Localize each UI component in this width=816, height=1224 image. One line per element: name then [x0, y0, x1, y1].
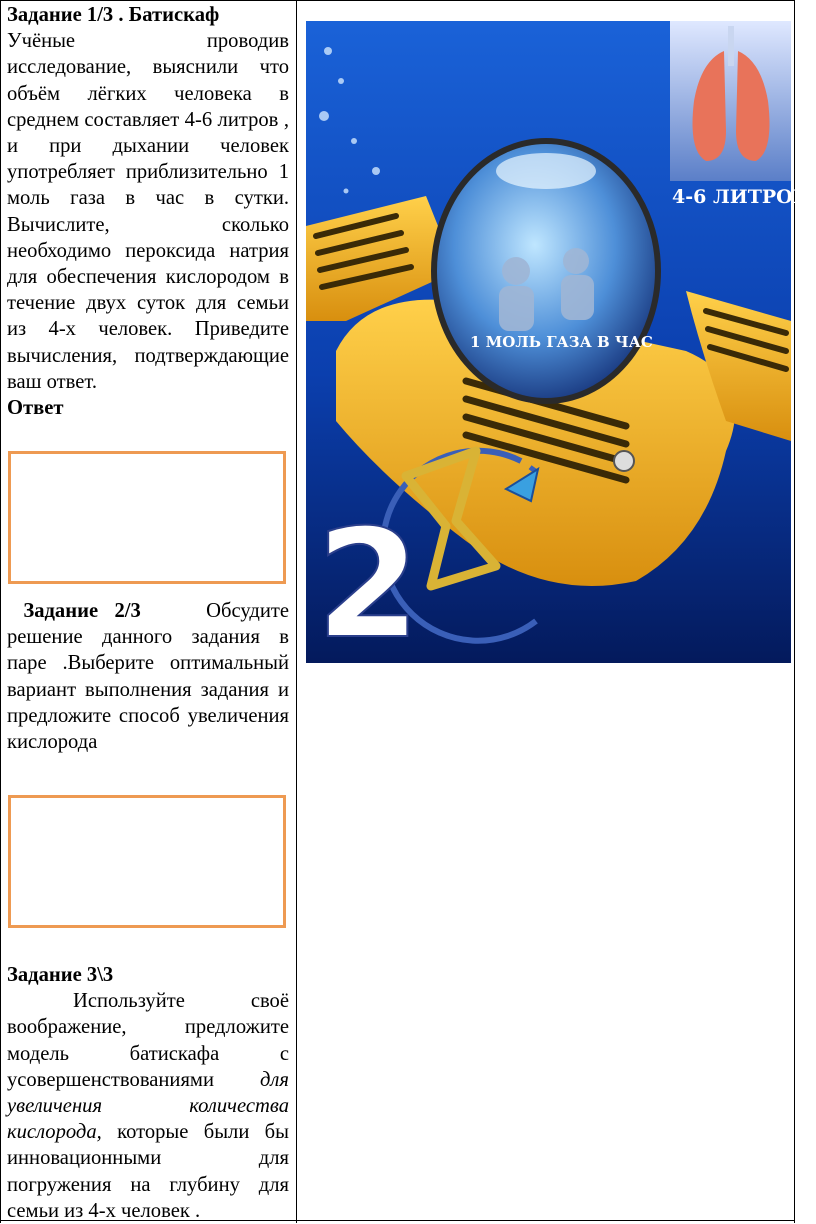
lungs-inset [670, 21, 791, 181]
task3-tail: которые были бы инновационными для погружения на глубину для семьи из 4-х человек . [7, 1121, 289, 1222]
task1-block [7, 2, 289, 421]
table-column-divider [296, 0, 297, 1223]
table-border-right [794, 0, 795, 1223]
big-number: 2 [316, 498, 421, 672]
caption-liters: 4-6 ЛИТРОВ [672, 186, 809, 208]
task2-heading: Задание 2/3 [23, 600, 141, 622]
task2-body: Обсудите решение данного задания в паре .Выберите оптимальный вариант выполнения задания и предложите способ увеличения кислорода [7, 600, 289, 754]
task3-heading: Задание 3\3 [7, 964, 114, 986]
hull-port [614, 451, 634, 471]
answer-label: Ответ [7, 397, 64, 420]
caption-mol: 1 МОЛЬ ГАЗА В ЧАС [470, 333, 653, 351]
answer-box-2[interactable] [8, 795, 286, 928]
bathyscaphe-illustration [306, 21, 809, 672]
task2-block [7, 598, 289, 755]
table-border-left [0, 0, 1, 1223]
task1-heading: Задание 1/3 . Батискаф [7, 4, 220, 26]
task1-body: Учёные проводив исследование, выяснили что объём лёгких человека в среднем составляет 4-6 литров , и при дыхании человек употребляет приблизительно 1 моль газа в час в сутки. Вычислите, сколько необходимо пероксида натрия для обеспечения кислородом в течение двух суток для семьи из 4-х человек. Приведите вычисления, подтверждающие ваш ответ. [7, 30, 289, 393]
task3-intro: Используйте своё воображение, предложите модель батискафа с усовершенствованиями [7, 990, 289, 1091]
task3-emphasis: для увеличения количества кислорода, [7, 1068, 289, 1144]
task3-block [7, 962, 289, 1224]
answer-box-1[interactable] [8, 451, 286, 584]
table-border-top [0, 0, 795, 1]
